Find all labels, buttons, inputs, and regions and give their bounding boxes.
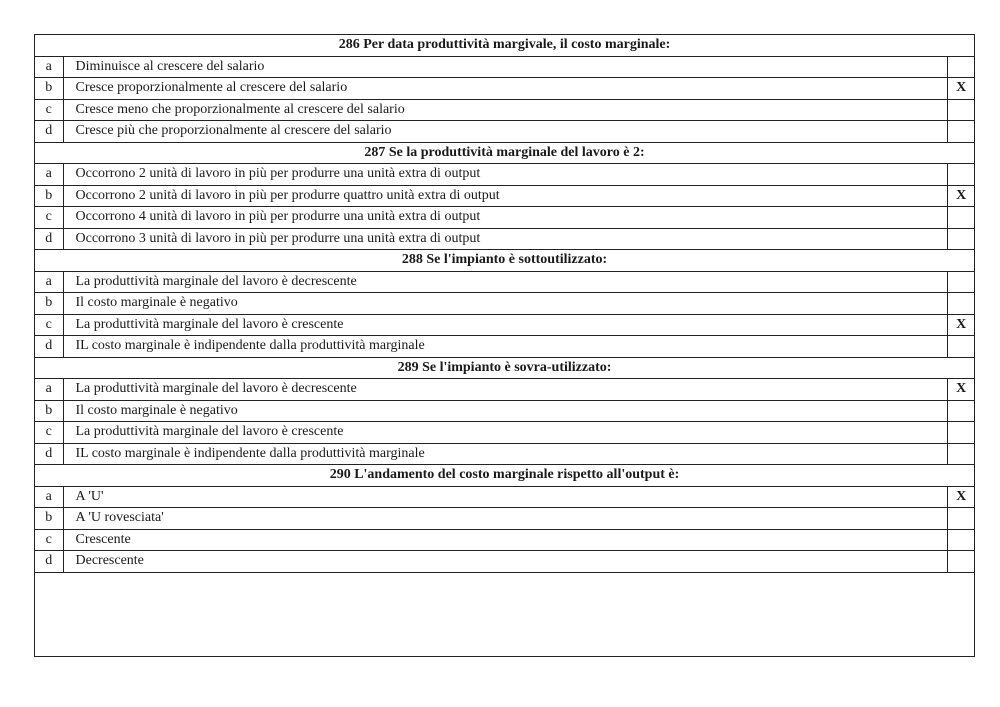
option-text: La produttività marginale del lavoro è decrescente [63,271,948,293]
question-row [35,250,974,272]
option-letter: b [35,400,63,422]
question-title: 288 Se l'impianto è sottoutilizzato: [35,250,974,272]
option-text: La produttività marginale del lavoro è decrescente [63,379,948,401]
option-text: IL costo marginale è indipendente dalla produttività marginale [63,443,948,465]
option-letter: c [35,99,63,121]
question-row [35,35,974,56]
option-letter: d [35,551,63,573]
option-text: Decrescente [63,551,948,573]
option-text: La produttività marginale del lavoro è crescente [63,422,948,444]
option-text: Il costo marginale è negativo [63,293,948,315]
answer-mark [948,551,974,573]
option-row [35,78,974,100]
answer-mark [948,271,974,293]
option-row [35,443,974,465]
option-letter: d [35,336,63,358]
option-text: A 'U rovesciata' [63,508,948,530]
option-letter: c [35,529,63,551]
quiz-sheet [34,34,975,657]
option-row [35,314,974,336]
option-row [35,228,974,250]
option-letter: a [35,486,63,508]
option-letter: b [35,508,63,530]
option-text: Occorrono 4 unità di lavoro in più per produrre una unità extra di output [63,207,948,229]
option-text: IL costo marginale è indipendente dalla produttività marginale [63,336,948,358]
option-letter: c [35,207,63,229]
option-letter: c [35,314,63,336]
answer-mark: X [948,185,974,207]
option-row [35,400,974,422]
option-row [35,271,974,293]
answer-mark: X [948,486,974,508]
option-text: La produttività marginale del lavoro è crescente [63,314,948,336]
option-letter: d [35,228,63,250]
option-letter: c [35,422,63,444]
option-row [35,293,974,315]
option-text: Cresce più che proporzionalmente al crescere del salario [63,121,948,143]
answer-mark [948,443,974,465]
option-letter: b [35,185,63,207]
answer-mark [948,336,974,358]
option-letter: a [35,56,63,78]
option-letter: d [35,443,63,465]
option-row [35,121,974,143]
option-row [35,185,974,207]
option-text: A 'U' [63,486,948,508]
answer-mark [948,400,974,422]
quiz-table [35,35,974,573]
question-title: 286 Per data produttività margivale, il costo marginale: [35,35,974,56]
answer-mark [948,508,974,530]
option-row [35,529,974,551]
option-row [35,422,974,444]
answer-mark [948,228,974,250]
answer-mark [948,529,974,551]
option-text: Diminuisce al crescere del salario [63,56,948,78]
answer-mark [948,56,974,78]
question-row [35,357,974,379]
option-letter: b [35,78,63,100]
option-letter: a [35,379,63,401]
option-text: Occorrono 2 unità di lavoro in più per produrre quattro unità extra di output [63,185,948,207]
option-row [35,99,974,121]
answer-mark: X [948,78,974,100]
option-row [35,508,974,530]
option-row [35,379,974,401]
answer-mark: X [948,379,974,401]
answer-mark [948,99,974,121]
option-row [35,207,974,229]
answer-mark [948,207,974,229]
option-row [35,551,974,573]
question-title: 290 L'andamento del costo marginale rispetto all'output è: [35,465,974,487]
option-row [35,336,974,358]
answer-mark [948,293,974,315]
question-title: 287 Se la produttività marginale del lavoro è 2: [35,142,974,164]
option-letter: d [35,121,63,143]
option-text: Cresce proporzionalmente al crescere del salario [63,78,948,100]
option-row [35,56,974,78]
option-letter: b [35,293,63,315]
option-row [35,486,974,508]
option-text: Cresce meno che proporzionalmente al crescere del salario [63,99,948,121]
option-letter: a [35,164,63,186]
option-letter: a [35,271,63,293]
answer-mark [948,422,974,444]
answer-mark: X [948,314,974,336]
option-row [35,164,974,186]
answer-mark [948,164,974,186]
option-text: Occorrono 2 unità di lavoro in più per produrre una unità extra di output [63,164,948,186]
option-text: Il costo marginale è negativo [63,400,948,422]
option-text: Crescente [63,529,948,551]
question-title: 289 Se l'impianto è sovra-utilizzato: [35,357,974,379]
option-text: Occorrono 3 unità di lavoro in più per produrre una unità extra di output [63,228,948,250]
answer-mark [948,121,974,143]
question-row [35,142,974,164]
question-row [35,465,974,487]
